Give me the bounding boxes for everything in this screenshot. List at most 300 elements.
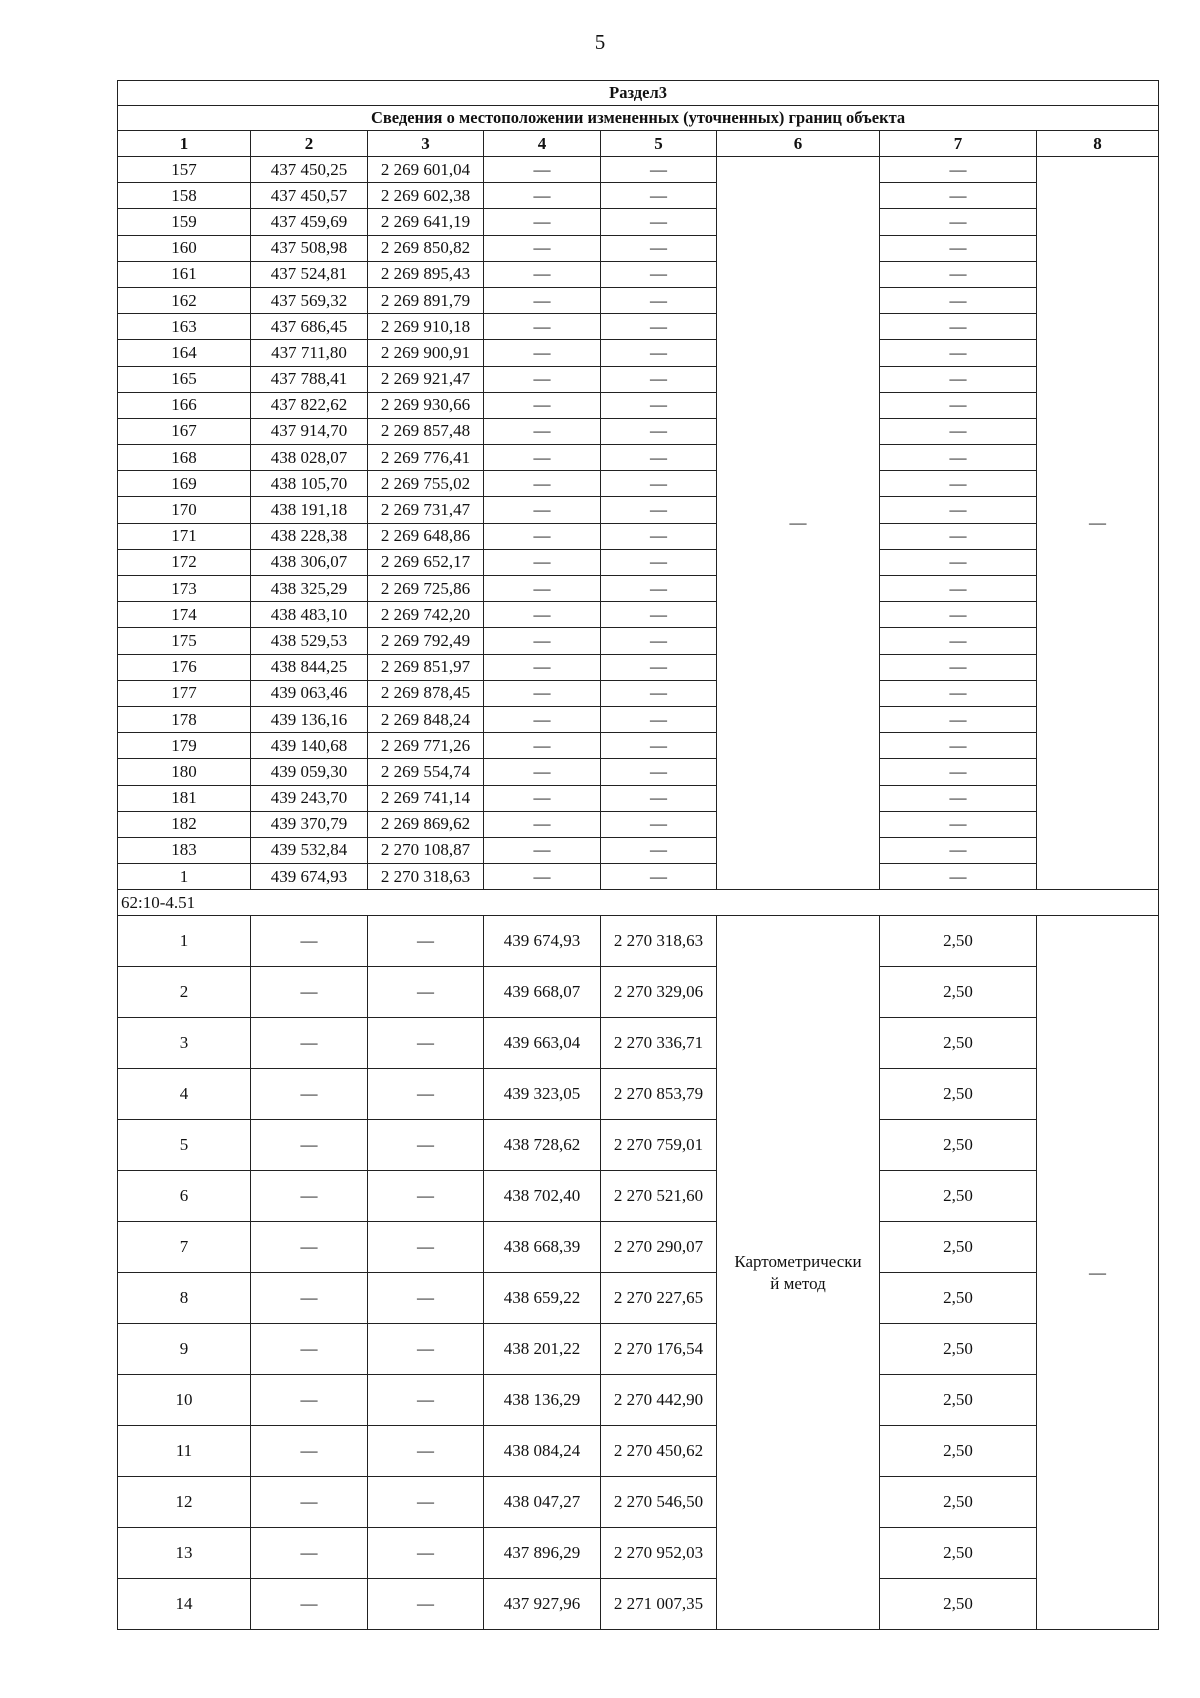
table-row: [118, 261, 1159, 287]
old-y: —: [368, 1222, 484, 1273]
old-x: 437 711,80: [251, 340, 368, 366]
new-x: —: [484, 549, 601, 575]
accuracy: —: [880, 392, 1037, 418]
old-x: 437 524,81: [251, 261, 368, 287]
table-row: [118, 157, 1159, 183]
table-row: [118, 445, 1159, 471]
point-number: 172: [118, 549, 251, 575]
accuracy: —: [880, 445, 1037, 471]
point-number: 182: [118, 811, 251, 837]
table-row: [118, 785, 1159, 811]
point-number: 178: [118, 706, 251, 732]
new-y: —: [601, 654, 717, 680]
new-y: —: [601, 183, 717, 209]
new-y: —: [601, 811, 717, 837]
point-number: 1: [118, 864, 251, 890]
point-number: 159: [118, 209, 251, 235]
method-cell: [717, 916, 880, 1630]
old-y: 2 269 895,43: [368, 261, 484, 287]
new-y: 2 270 318,63: [601, 916, 717, 967]
old-y: 2 270 108,87: [368, 837, 484, 863]
accuracy: 2,50: [880, 1222, 1037, 1273]
new-x: —: [484, 392, 601, 418]
new-y: —: [601, 287, 717, 313]
table-row: [118, 340, 1159, 366]
table-row: [118, 1324, 1159, 1375]
point-number: 166: [118, 392, 251, 418]
description-cell: —: [1037, 157, 1159, 890]
old-y: —: [368, 1528, 484, 1579]
point-number: 171: [118, 523, 251, 549]
old-x: —: [251, 1018, 368, 1069]
point-number: 9: [118, 1324, 251, 1375]
new-y: —: [601, 864, 717, 890]
old-y: —: [368, 1579, 484, 1630]
accuracy: —: [880, 418, 1037, 444]
point-number: 6: [118, 1171, 251, 1222]
table-row: [118, 576, 1159, 602]
old-x: 439 136,16: [251, 706, 368, 732]
old-x: 437 788,41: [251, 366, 368, 392]
old-x: 439 674,93: [251, 864, 368, 890]
point-number: 181: [118, 785, 251, 811]
column-header: 8: [1037, 131, 1159, 157]
new-x: —: [484, 837, 601, 863]
old-y: 2 269 652,17: [368, 549, 484, 575]
accuracy: —: [880, 471, 1037, 497]
table-row: [118, 235, 1159, 261]
new-y: 2 270 759,01: [601, 1120, 717, 1171]
old-x: —: [251, 1579, 368, 1630]
point-number: 10: [118, 1375, 251, 1426]
accuracy: 2,50: [880, 1273, 1037, 1324]
accuracy: —: [880, 549, 1037, 575]
new-x: —: [484, 235, 601, 261]
old-y: —: [368, 1375, 484, 1426]
new-x: —: [484, 602, 601, 628]
coordinates-table: [117, 80, 1159, 1630]
point-number: 162: [118, 287, 251, 313]
new-x: 438 668,39: [484, 1222, 601, 1273]
point-number: 167: [118, 418, 251, 444]
new-x: —: [484, 471, 601, 497]
new-y: 2 270 336,71: [601, 1018, 717, 1069]
table-row: [118, 497, 1159, 523]
new-y: —: [601, 261, 717, 287]
old-x: 438 483,10: [251, 602, 368, 628]
new-x: —: [484, 314, 601, 340]
table-row: [118, 1069, 1159, 1120]
old-y: —: [368, 1324, 484, 1375]
new-y: —: [601, 680, 717, 706]
old-y: 2 269 851,97: [368, 654, 484, 680]
old-y: 2 269 792,49: [368, 628, 484, 654]
method-label-line: й метод: [770, 1273, 826, 1293]
accuracy: —: [880, 864, 1037, 890]
table-row: [118, 1477, 1159, 1528]
new-y: —: [601, 523, 717, 549]
accuracy: 2,50: [880, 1171, 1037, 1222]
new-y: 2 270 853,79: [601, 1069, 717, 1120]
new-y: 2 270 521,60: [601, 1171, 717, 1222]
new-y: —: [601, 602, 717, 628]
old-x: 439 063,46: [251, 680, 368, 706]
table-row: [118, 1171, 1159, 1222]
point-number: 170: [118, 497, 251, 523]
new-x: 438 728,62: [484, 1120, 601, 1171]
new-y: —: [601, 837, 717, 863]
table-row: [118, 523, 1159, 549]
new-y: —: [601, 785, 717, 811]
old-y: 2 269 755,02: [368, 471, 484, 497]
old-y: —: [368, 967, 484, 1018]
old-x: —: [251, 1120, 368, 1171]
table-row: [118, 654, 1159, 680]
old-x: 439 059,30: [251, 759, 368, 785]
description-cell: —: [1037, 916, 1159, 1630]
old-y: —: [368, 1273, 484, 1324]
old-y: 2 270 318,63: [368, 864, 484, 890]
new-y: —: [601, 418, 717, 444]
accuracy: —: [880, 209, 1037, 235]
new-x: 438 047,27: [484, 1477, 601, 1528]
point-number: 180: [118, 759, 251, 785]
old-x: 437 569,32: [251, 287, 368, 313]
new-y: —: [601, 549, 717, 575]
accuracy: 2,50: [880, 1069, 1037, 1120]
table-row: [118, 628, 1159, 654]
page-number: 5: [594, 30, 606, 54]
point-number: 165: [118, 366, 251, 392]
old-y: 2 269 850,82: [368, 235, 484, 261]
point-number: 168: [118, 445, 251, 471]
old-x: —: [251, 916, 368, 967]
old-x: 439 140,68: [251, 733, 368, 759]
point-number: 174: [118, 602, 251, 628]
accuracy: 2,50: [880, 1324, 1037, 1375]
new-x: —: [484, 157, 601, 183]
old-x: —: [251, 1171, 368, 1222]
new-x: —: [484, 759, 601, 785]
table-row: [118, 837, 1159, 863]
table-row: [118, 1222, 1159, 1273]
old-y: —: [368, 1069, 484, 1120]
old-x: 439 532,84: [251, 837, 368, 863]
new-x: —: [484, 811, 601, 837]
accuracy: —: [880, 602, 1037, 628]
accuracy: —: [880, 235, 1037, 261]
method-cell: —: [717, 157, 880, 890]
column-header: 4: [484, 131, 601, 157]
accuracy: —: [880, 366, 1037, 392]
old-y: 2 269 869,62: [368, 811, 484, 837]
old-x: —: [251, 1324, 368, 1375]
new-x: 439 668,07: [484, 967, 601, 1018]
old-x: —: [251, 1222, 368, 1273]
accuracy: —: [880, 759, 1037, 785]
new-y: 2 270 952,03: [601, 1528, 717, 1579]
old-x: —: [251, 1069, 368, 1120]
column-header: 2: [251, 131, 368, 157]
old-y: —: [368, 1426, 484, 1477]
new-x: 438 702,40: [484, 1171, 601, 1222]
old-y: 2 269 602,38: [368, 183, 484, 209]
point-number: 13: [118, 1528, 251, 1579]
table-row: [118, 1528, 1159, 1579]
new-x: —: [484, 445, 601, 471]
accuracy: —: [880, 340, 1037, 366]
point-number: 3: [118, 1018, 251, 1069]
accuracy: —: [880, 706, 1037, 732]
new-x: —: [484, 628, 601, 654]
point-number: 163: [118, 314, 251, 340]
accuracy: 2,50: [880, 967, 1037, 1018]
accuracy: 2,50: [880, 1528, 1037, 1579]
new-x: —: [484, 287, 601, 313]
new-x: —: [484, 680, 601, 706]
accuracy: 2,50: [880, 916, 1037, 967]
point-number: 176: [118, 654, 251, 680]
point-number: 177: [118, 680, 251, 706]
column-header: 1: [118, 131, 251, 157]
table-row: [118, 759, 1159, 785]
point-number: 2: [118, 967, 251, 1018]
section-row: [118, 890, 1159, 916]
table-row: [118, 680, 1159, 706]
point-number: 157: [118, 157, 251, 183]
old-y: 2 269 848,24: [368, 706, 484, 732]
old-x: 438 844,25: [251, 654, 368, 680]
old-x: 438 191,18: [251, 497, 368, 523]
new-y: —: [601, 314, 717, 340]
old-y: 2 269 554,74: [368, 759, 484, 785]
new-y: —: [601, 445, 717, 471]
new-y: —: [601, 235, 717, 261]
new-x: —: [484, 366, 601, 392]
old-x: 438 306,07: [251, 549, 368, 575]
accuracy: 2,50: [880, 1018, 1037, 1069]
column-header: 6: [717, 131, 880, 157]
old-y: 2 269 857,48: [368, 418, 484, 444]
new-x: —: [484, 261, 601, 287]
new-y: 2 270 227,65: [601, 1273, 717, 1324]
accuracy: 2,50: [880, 1426, 1037, 1477]
accuracy: —: [880, 654, 1037, 680]
table-row: [118, 602, 1159, 628]
table-row: [118, 706, 1159, 732]
new-x: —: [484, 418, 601, 444]
table-row: [118, 1120, 1159, 1171]
accuracy: 2,50: [880, 1477, 1037, 1528]
point-number: 12: [118, 1477, 251, 1528]
old-y: —: [368, 1018, 484, 1069]
new-y: 2 270 329,06: [601, 967, 717, 1018]
accuracy: —: [880, 680, 1037, 706]
old-x: 437 508,98: [251, 235, 368, 261]
table-row: [118, 1018, 1159, 1069]
new-x: 439 323,05: [484, 1069, 601, 1120]
old-x: —: [251, 1273, 368, 1324]
old-x: 438 325,29: [251, 576, 368, 602]
cadastral-number: 62:10-4.51: [118, 890, 1159, 916]
point-number: 183: [118, 837, 251, 863]
accuracy: 2,50: [880, 1579, 1037, 1630]
table-row: [118, 811, 1159, 837]
old-y: —: [368, 1477, 484, 1528]
accuracy: —: [880, 287, 1037, 313]
table-row: [118, 287, 1159, 313]
new-y: —: [601, 340, 717, 366]
table-row: [118, 1273, 1159, 1324]
accuracy: —: [880, 314, 1037, 340]
table-row: [118, 418, 1159, 444]
table-row: [118, 314, 1159, 340]
accuracy: —: [880, 733, 1037, 759]
old-y: 2 269 930,66: [368, 392, 484, 418]
accuracy: 2,50: [880, 1120, 1037, 1171]
accuracy: —: [880, 523, 1037, 549]
new-y: —: [601, 157, 717, 183]
accuracy: —: [880, 183, 1037, 209]
old-x: 437 686,45: [251, 314, 368, 340]
point-number: 8: [118, 1273, 251, 1324]
new-y: —: [601, 392, 717, 418]
new-x: 438 201,22: [484, 1324, 601, 1375]
accuracy: —: [880, 157, 1037, 183]
table-row: [118, 733, 1159, 759]
table-row: [118, 209, 1159, 235]
table-row: [118, 471, 1159, 497]
accuracy: —: [880, 837, 1037, 863]
old-y: 2 269 742,20: [368, 602, 484, 628]
old-y: 2 269 648,86: [368, 523, 484, 549]
accuracy: —: [880, 576, 1037, 602]
point-number: 175: [118, 628, 251, 654]
old-x: —: [251, 1375, 368, 1426]
new-x: —: [484, 523, 601, 549]
old-x: 439 370,79: [251, 811, 368, 837]
accuracy: 2,50: [880, 1375, 1037, 1426]
old-y: 2 269 731,47: [368, 497, 484, 523]
point-number: 5: [118, 1120, 251, 1171]
accuracy: —: [880, 261, 1037, 287]
new-y: 2 270 176,54: [601, 1324, 717, 1375]
old-y: 2 269 641,19: [368, 209, 484, 235]
column-header: 5: [601, 131, 717, 157]
new-x: 438 084,24: [484, 1426, 601, 1477]
old-x: 437 450,57: [251, 183, 368, 209]
old-y: 2 269 900,91: [368, 340, 484, 366]
accuracy: —: [880, 497, 1037, 523]
header-row: [118, 131, 1159, 157]
new-y: —: [601, 576, 717, 602]
old-x: 437 822,62: [251, 392, 368, 418]
table-row: [118, 1375, 1159, 1426]
old-y: —: [368, 1120, 484, 1171]
new-y: —: [601, 628, 717, 654]
point-number: 7: [118, 1222, 251, 1273]
old-y: 2 269 891,79: [368, 287, 484, 313]
column-header: 7: [880, 131, 1037, 157]
method-label-line: Картометрически: [734, 1251, 862, 1271]
point-number: 1: [118, 916, 251, 967]
new-y: —: [601, 366, 717, 392]
old-x: 437 459,69: [251, 209, 368, 235]
new-y: —: [601, 733, 717, 759]
old-x: 438 529,53: [251, 628, 368, 654]
new-x: 438 136,29: [484, 1375, 601, 1426]
new-y: —: [601, 209, 717, 235]
point-number: 179: [118, 733, 251, 759]
new-x: —: [484, 785, 601, 811]
old-x: —: [251, 1528, 368, 1579]
point-number: 161: [118, 261, 251, 287]
new-x: —: [484, 497, 601, 523]
new-x: 437 927,96: [484, 1579, 601, 1630]
new-y: —: [601, 471, 717, 497]
new-x: —: [484, 864, 601, 890]
point-number: 169: [118, 471, 251, 497]
point-number: 160: [118, 235, 251, 261]
old-x: 437 450,25: [251, 157, 368, 183]
table-row: [118, 967, 1159, 1018]
section-title: Раздел3: [118, 81, 1159, 106]
table-row: [118, 864, 1159, 890]
table-title: Сведения о местоположении измененных (уточненных) границ объекта: [118, 106, 1159, 131]
accuracy: —: [880, 811, 1037, 837]
old-y: 2 269 725,86: [368, 576, 484, 602]
new-y: 2 270 442,90: [601, 1375, 717, 1426]
old-x: 438 028,07: [251, 445, 368, 471]
table-row: [118, 916, 1159, 967]
new-y: —: [601, 706, 717, 732]
table-row: [118, 392, 1159, 418]
old-y: 2 269 910,18: [368, 314, 484, 340]
new-x: —: [484, 183, 601, 209]
old-x: 437 914,70: [251, 418, 368, 444]
old-y: 2 269 601,04: [368, 157, 484, 183]
new-x: 438 659,22: [484, 1273, 601, 1324]
new-y: 2 271 007,35: [601, 1579, 717, 1630]
new-x: —: [484, 209, 601, 235]
point-number: 164: [118, 340, 251, 366]
accuracy: —: [880, 628, 1037, 654]
point-number: 11: [118, 1426, 251, 1477]
new-y: —: [601, 497, 717, 523]
table-row: [118, 1579, 1159, 1630]
new-x: —: [484, 654, 601, 680]
old-y: —: [368, 916, 484, 967]
old-y: 2 269 741,14: [368, 785, 484, 811]
new-x: —: [484, 340, 601, 366]
point-number: 173: [118, 576, 251, 602]
old-x: 438 228,38: [251, 523, 368, 549]
old-x: —: [251, 1426, 368, 1477]
old-x: 439 243,70: [251, 785, 368, 811]
point-number: 4: [118, 1069, 251, 1120]
new-x: —: [484, 706, 601, 732]
accuracy: —: [880, 785, 1037, 811]
old-y: 2 269 878,45: [368, 680, 484, 706]
old-y: —: [368, 1171, 484, 1222]
old-y: 2 269 776,41: [368, 445, 484, 471]
old-x: —: [251, 967, 368, 1018]
old-y: 2 269 921,47: [368, 366, 484, 392]
table-row: [118, 1426, 1159, 1477]
point-number: 14: [118, 1579, 251, 1630]
table-row: [118, 366, 1159, 392]
new-x: —: [484, 576, 601, 602]
